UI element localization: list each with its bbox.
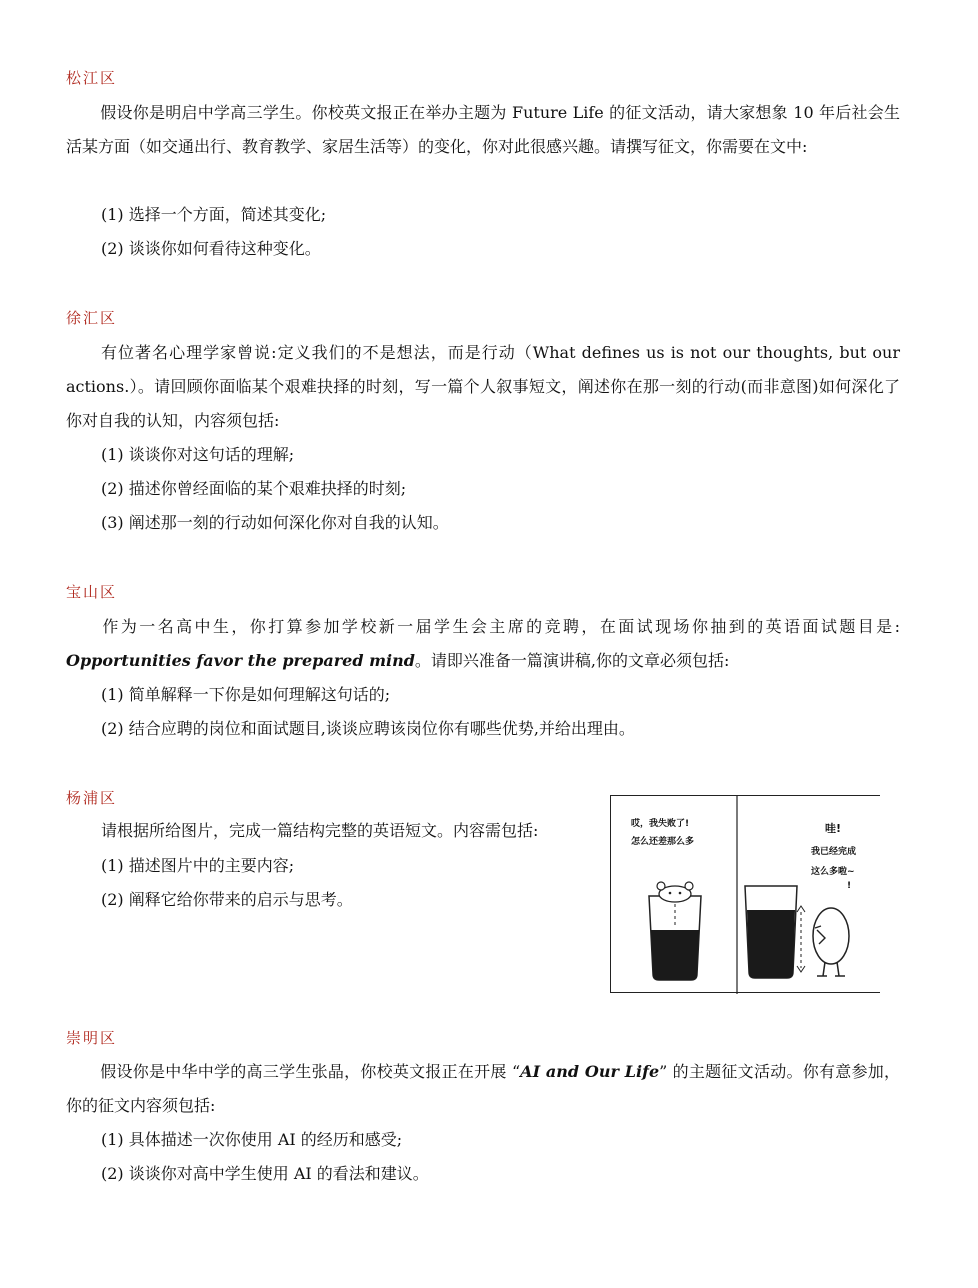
- prompt-text: 假设你是明启中学高三学生。你校英文报正在举办主题为 Future Life 的征文活动，请大家想象 10 年后社会生活某方面（如交通出行、教育教学、家居生活等）的变化，你对此很感兴趣。请撰写征文，你需要在文中:: [66, 103, 900, 156]
- prompt-quote: AI and Our Life: [520, 1062, 660, 1081]
- requirement-item: (2) 谈谈你对高中学生使用 AI 的看法和建议。: [101, 1164, 429, 1183]
- requirement-item: (2) 谈谈你如何看待这种变化。: [101, 239, 321, 258]
- section-heading-songjiang: 松江区: [66, 69, 118, 87]
- right-caption-line-2: 我已经完成: [811, 847, 857, 857]
- section-prompt-xuhui: [66, 336, 900, 438]
- prompt-text: ” 的主题征文活动。你有意参加，你的征文内容须包括:: [66, 1062, 900, 1115]
- right-caption-line-3: 这么多啦~: [811, 867, 855, 877]
- half-full-glass: [745, 886, 805, 978]
- section-heading-yangpu: 杨浦区: [66, 789, 118, 807]
- section-heading-chongming: 崇明区: [66, 1029, 118, 1047]
- section-prompt-yangpu: 请根据所给图片，完成一篇结构完整的英语短文。内容需包括:: [101, 821, 539, 840]
- prompt-text: 作为一名高中生，你打算参加学校新一届学生会主席的竞聘，在面试现场你抽到的英语面试题目是:: [100, 617, 900, 636]
- prompt-quote: Opportunities favor the prepared mind: [66, 651, 415, 670]
- requirement-item: (1) 具体描述一次你使用 AI 的经历和感受;: [101, 1130, 403, 1149]
- section-prompt-songjiang: [66, 96, 900, 164]
- prompt-text: 有位著名心理学家曾说:定义我们的不是想法，而是行动（What defines us is not our thoughts, but our actions.）。请回顾你面临某个艰难抉择的时刻，写一篇个人叙事短文，阐述你在那一刻的行动(而非意图)如何深化了你对自我的认知，内容须包括:: [66, 343, 900, 430]
- requirement-item: (2) 阐释它给你带来的启示与思考。: [101, 890, 353, 909]
- requirement-item: (3) 阐述那一刻的行动如何深化你对自我的认知。: [101, 513, 449, 532]
- left-caption-line-2: 怎么还差那么多: [631, 837, 695, 847]
- section-heading-xuhui: 徐汇区: [66, 309, 118, 327]
- prompt-text: 假设你是中华中学的高三学生张晶，你校英文报正在开展 “: [100, 1062, 521, 1081]
- right-caption-line-4: !: [847, 881, 852, 891]
- section-heading-baoshan: 宝山区: [66, 583, 118, 601]
- left-caption-line-1: 哎，我失败了!: [631, 819, 690, 829]
- requirement-item: (1) 选择一个方面，简述其变化;: [101, 205, 327, 224]
- requirement-item: (2) 结合应聘的岗位和面试题目,谈谈应聘该岗位你有哪些优势,并给出理由。: [101, 719, 635, 738]
- happy-creature: [813, 908, 849, 976]
- cartoon-drawing: [611, 796, 881, 994]
- prompt-text: 。请即兴准备一篇演讲稿,你的文章必须包括:: [414, 651, 730, 670]
- half-empty-glass: [649, 882, 701, 980]
- section-prompt-chongming: [66, 1055, 900, 1123]
- requirement-item: (1) 谈谈你对这句话的理解;: [101, 445, 295, 464]
- section-prompt-baoshan: [66, 610, 900, 678]
- requirement-item: (2) 描述你曾经面临的某个艰难抉择的时刻;: [101, 479, 407, 498]
- requirement-item: (1) 描述图片中的主要内容;: [101, 856, 295, 875]
- requirement-item: (1) 简单解释一下你是如何理解这句话的;: [101, 685, 391, 704]
- right-caption-line-1: 哇!: [824, 822, 842, 835]
- cartoon-illustration: [610, 795, 880, 993]
